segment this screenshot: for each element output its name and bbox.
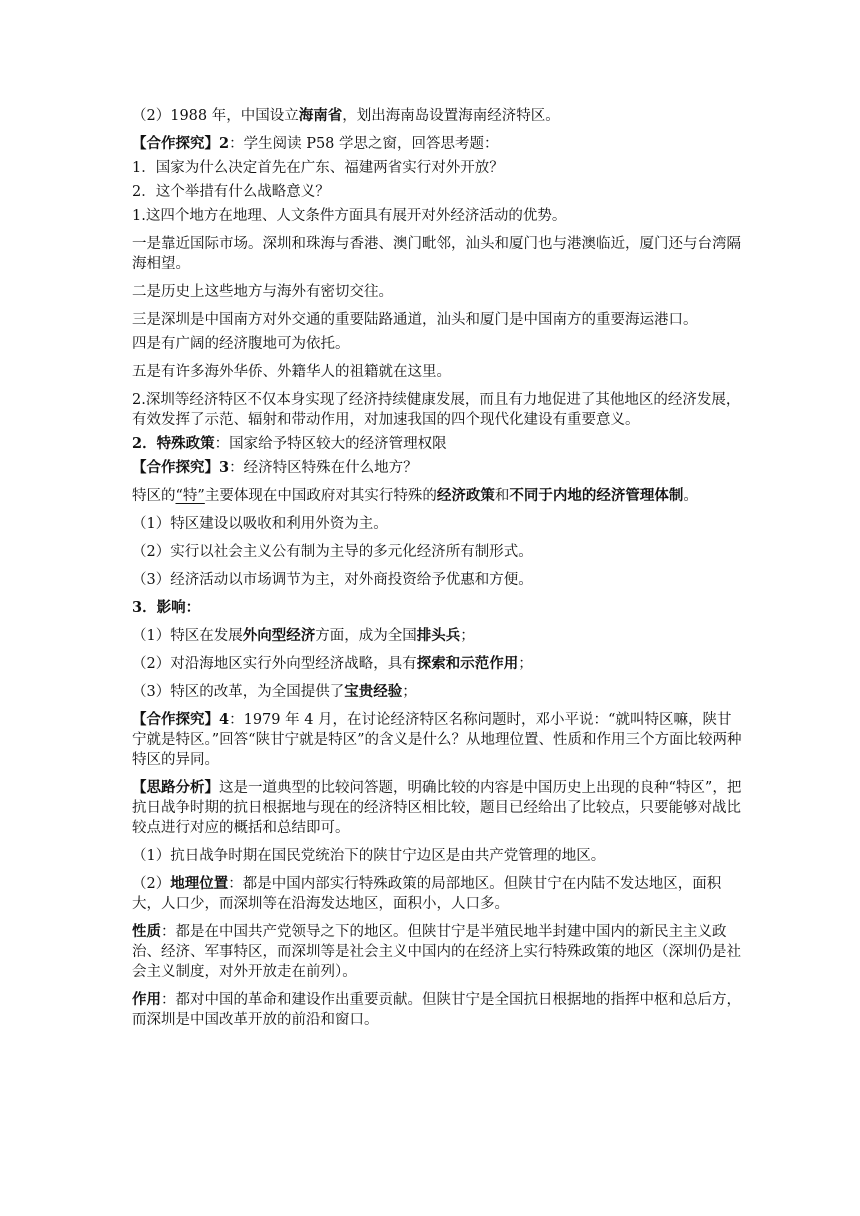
bold-text: 地理位置 bbox=[170, 875, 229, 892]
bold-text: 外向型经济 bbox=[242, 627, 316, 644]
impact-item-3 bbox=[132, 680, 744, 704]
bold-text: 海南省 bbox=[298, 107, 343, 124]
text: 方面，成为全国 bbox=[315, 628, 417, 644]
bold-text: 排头兵 bbox=[416, 627, 461, 644]
reason-3: 三是深圳是中国南方对外交通的重要陆路通道，汕头和厦门是中国南方的重要海运港口。 bbox=[132, 312, 698, 328]
bold-text: 2．特殊政策 bbox=[132, 435, 215, 452]
question-1: 1．国家为什么决定首先在广东、福建两省实行对外开放？ bbox=[132, 160, 504, 176]
bold-text: 性质 bbox=[132, 923, 161, 940]
text: ； bbox=[460, 628, 475, 644]
reason-2: 二是历史上这些地方与海外有密切交往。 bbox=[132, 284, 393, 300]
text: （1）特区在发展 bbox=[132, 628, 243, 644]
text: （3）特区的改革，为全国提供了 bbox=[132, 684, 345, 700]
question-2: 2．这个举措有什么战略意义？ bbox=[132, 184, 330, 200]
bold-text: 不同于内地的经济管理体制 bbox=[509, 487, 684, 504]
analysis-paragraph bbox=[132, 776, 744, 840]
paragraph-special-meaning bbox=[132, 484, 744, 508]
comparison-item-1: （1）抗日战争时期在国民党统治下的陕甘宁边区是由共产党管理的地区。 bbox=[132, 848, 606, 864]
text: 主要体现在中国政府对其实行特殊的 bbox=[204, 488, 437, 504]
comparison-nature bbox=[132, 920, 744, 984]
reason-5: 五是有许多海外华侨、外籍华人的祖籍就在这里。 bbox=[132, 364, 451, 380]
reason-1: 一是靠近国际市场。深圳和珠海与香港、澳门毗邻，汕头和厦门也与港澳临近，厦门还与台湾隔海相望。 bbox=[132, 236, 741, 272]
paragraph-hainan bbox=[132, 104, 744, 128]
impact-item-1 bbox=[132, 624, 744, 648]
heading-cooperation-3 bbox=[132, 456, 744, 480]
text: 和 bbox=[494, 488, 510, 504]
answer-1: 1.这四个地方在地理、人文条件方面具有展开对外经济活动的优势。 bbox=[132, 208, 567, 224]
text: 特区的 bbox=[132, 488, 176, 504]
policy-item-2: （2）实行以社会主义公有制为主导的多元化经济所有制形式。 bbox=[132, 544, 533, 560]
bold-text: 宝贵经验 bbox=[344, 683, 403, 700]
text: ：都是在中国共产党领导之下的地区。但陕甘宁是半殖民地半封建中国内的新民主主义政治、经济、军事特区，而深圳等是社会主义中国内的在经济上实行特殊政策的地区（深圳仍是社会主义制度，对外开放走在前列）。 bbox=[132, 924, 741, 980]
comparison-location bbox=[132, 872, 744, 916]
text: ：学生阅读 P58 学思之窗，回答思考题： bbox=[229, 136, 499, 152]
text: （2） bbox=[132, 876, 171, 892]
bold-text: 经济政策 bbox=[436, 487, 495, 504]
document-page bbox=[132, 104, 744, 1032]
policy-item-1: （1）特区建设以吸收和利用外资为主。 bbox=[132, 516, 388, 532]
heading-cooperation-4 bbox=[132, 708, 744, 772]
bold-text: 【思路分析】 bbox=[132, 779, 219, 796]
bold-text: 【合作探究】2 bbox=[132, 135, 230, 152]
policy-item-3: （3）经济活动以市场调节为主，对外商投资给予优惠和方便。 bbox=[132, 572, 533, 588]
text: 。 bbox=[683, 488, 698, 504]
text: ：都对中国的革命和建设作出重要贡献。但陕甘宁是全国抗日根据地的指挥中枢和总后方，而深圳是中国改革开放的前沿和窗口。 bbox=[132, 992, 741, 1028]
text: ：都是中国内部实行特殊政策的局部地区。但陕甘宁在内陆不发达地区，面积大，人口少，而深圳等在沿海发达地区，面积小，人口多。 bbox=[132, 876, 722, 912]
comparison-role bbox=[132, 988, 744, 1032]
bold-text: 探索和示范作用 bbox=[416, 655, 519, 672]
text: （2）对沿海地区实行外向型经济战略，具有 bbox=[132, 656, 417, 672]
bold-text: 【合作探究】3 bbox=[132, 459, 230, 476]
underlined-text: “特” bbox=[175, 488, 205, 504]
reason-4: 四是有广阔的经济腹地可为依托。 bbox=[132, 336, 350, 352]
bold-text: 作用 bbox=[132, 991, 161, 1008]
text: ； bbox=[402, 684, 417, 700]
text: ：经济特区特殊在什么地方？ bbox=[229, 460, 418, 476]
heading-impact: 3．影响： bbox=[132, 599, 201, 616]
text: ，划出海南岛设置海南经济特区。 bbox=[342, 108, 560, 124]
text: （2）1988 年，中国设立 bbox=[132, 108, 299, 124]
text: 这是一道典型的比较问答题，明确比较的内容是中国历史上出现的良种“特区”，把抗日战争时期的抗日根据地与现在的经济特区相比较，题目已经给出了比较点，只要能够对战比较点进行对应的概括和总结即可。 bbox=[132, 780, 742, 836]
bold-text: 【合作探究】4 bbox=[132, 711, 230, 728]
text: ； bbox=[518, 656, 533, 672]
heading-special-policy bbox=[132, 432, 744, 456]
heading-cooperation-2 bbox=[132, 132, 744, 156]
impact-item-2 bbox=[132, 652, 744, 676]
text: ：1979 年 4 月，在讨论经济特区名称问题时，邓小平说：“就叫特区嘛，陕甘宁就是特区。”回答“陕甘宁就是特区”的含义是什么？从地理位置、性质和作用三个方面比较两种特区的异同。 bbox=[132, 712, 742, 768]
text: ：国家给予特区较大的经济管理权限 bbox=[214, 436, 447, 452]
answer-2: 2.深圳等经济特区不仅本身实现了经济持续健康发展，而且有力地促进了其他地区的经济发展，有效发挥了示范、辐射和带动作用，对加速我国的四个现代化建设有重要意义。 bbox=[132, 392, 741, 428]
